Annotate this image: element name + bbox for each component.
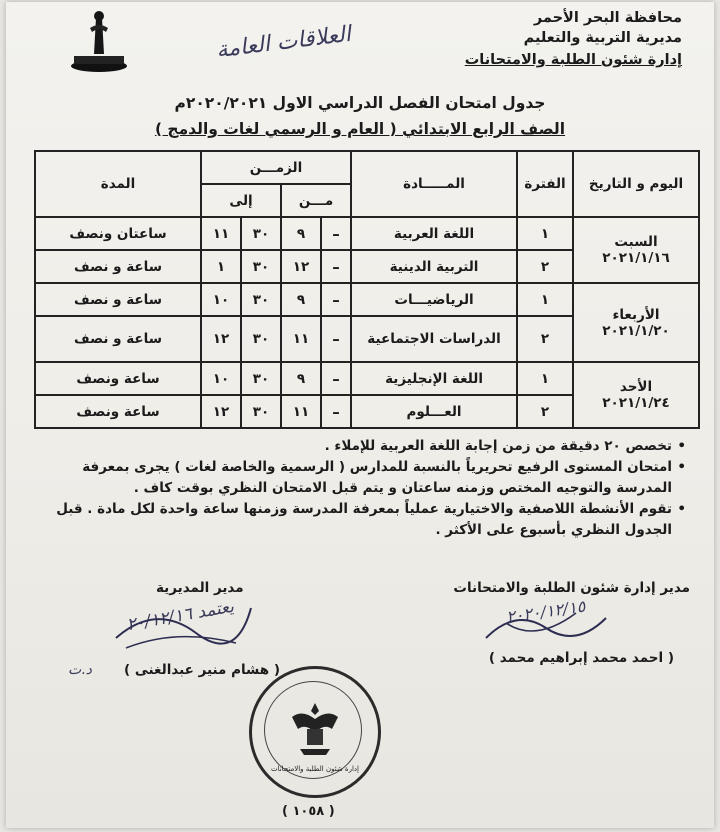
signature-name-right: ( احمد محمد إبراهيم محمد ) [488, 650, 674, 666]
dash-cell: – [321, 250, 351, 283]
dash-cell: – [321, 316, 351, 362]
to-hour-cell: ١٢ [201, 316, 241, 362]
signature-title-left: مدير المديرية [156, 580, 244, 596]
period-cell: ٢ [517, 316, 573, 362]
to-hour-cell: ١١ [201, 217, 241, 250]
exam-schedule-table [34, 150, 700, 429]
period-cell: ١ [517, 283, 573, 316]
day-cell: الأحد ٢٠٢١/١/٢٤ [573, 362, 699, 428]
note-item: • تخصص ٢٠ دقيقة من زمن إجابة اللغة العربية للإملاء . [36, 436, 684, 457]
official-stamp [249, 666, 381, 798]
header-directorate: مديرية التربية والتعليم [523, 30, 682, 46]
notes-list [36, 436, 684, 541]
duration-cell: ساعة و نصف [35, 316, 201, 362]
header-day-date: اليوم و التاريخ [573, 151, 699, 217]
header-department: إدارة شئون الطلبة والامتحانات [464, 52, 682, 68]
header-to: إلى [201, 184, 281, 217]
stamp-text: إدارة شئون الطلبة والامتحانات [271, 765, 359, 773]
header-from: مـــن [281, 184, 351, 217]
period-cell: ١ [517, 362, 573, 395]
signature-scribble-left [106, 598, 256, 658]
from-hour-cell: ١٢ [281, 250, 321, 283]
duration-cell: ساعة و نصف [35, 250, 201, 283]
dash-cell: – [321, 395, 351, 428]
from-hour-cell: ١١ [281, 316, 321, 362]
dash-cell: – [321, 362, 351, 395]
to-hour-cell: ١ [201, 250, 241, 283]
duration-cell: ساعة و نصف [35, 283, 201, 316]
signature-right: ٢٠٢٠/١٢/١٥ [505, 596, 587, 627]
subject-cell: العـــلوم [351, 395, 517, 428]
duration-cell: ساعة ونصف [35, 395, 201, 428]
duration-cell: ساعتان ونصف [35, 217, 201, 250]
to-minute-cell: ٣٠ [241, 217, 281, 250]
header-governorate: محافظة البحر الأحمر [533, 10, 682, 26]
page-number: ( ١٠٥٨ ) [282, 804, 335, 819]
subject-cell: اللغة العربية [351, 217, 517, 250]
subject-cell: الدراسات الاجتماعية [351, 316, 517, 362]
to-minute-cell: ٣٠ [241, 395, 281, 428]
period-cell: ٢ [517, 250, 573, 283]
signature-title-right: مدير إدارة شئون الطلبة والامتحانات [453, 580, 690, 596]
signature-name-left: ( هشام منير عبدالغنى ) [124, 662, 280, 678]
signature-left: يعتمد ٢٠/١٢/١٦ [125, 596, 236, 636]
dash-cell: – [321, 217, 351, 250]
dash-cell: – [321, 283, 351, 316]
to-minute-cell: ٣٠ [241, 283, 281, 316]
eagle-emblem-icon [288, 699, 342, 759]
subject-cell: الرياضيـــات [351, 283, 517, 316]
subject-cell: التربية الدينية [351, 250, 517, 283]
from-hour-cell: ١١ [281, 395, 321, 428]
from-hour-cell: ٩ [281, 362, 321, 395]
to-hour-cell: ١٠ [201, 283, 241, 316]
header-time: الزمـــن [201, 151, 351, 184]
ministry-logo [68, 8, 130, 74]
page-subtitle: الصف الرابع الابتدائي ( العام و الرسمي لغات والدمج ) [154, 120, 566, 138]
table-row [35, 283, 699, 316]
to-hour-cell: ١٢ [201, 395, 241, 428]
to-minute-cell: ٣٠ [241, 316, 281, 362]
note-item: • تقوم الأنشطة اللاصفية والاختيارية عملياً بمعرفة المدرسة وزمنها ساعة واحدة لكل مادة . قبل الجدول النظري بأسبوع على الأكثر . [36, 499, 684, 541]
header-duration: المدة [35, 151, 201, 217]
to-minute-cell: ٣٠ [241, 362, 281, 395]
subject-cell: اللغة الإنجليزية [351, 362, 517, 395]
day-cell: الأربعاء ٢٠٢١/١/٢٠ [573, 283, 699, 362]
duration-cell: ساعة ونصف [35, 362, 201, 395]
table-row [35, 217, 699, 250]
table-row [35, 362, 699, 395]
to-minute-cell: ٣٠ [241, 250, 281, 283]
from-hour-cell: ٩ [281, 217, 321, 250]
document-page [6, 2, 714, 828]
period-cell: ٢ [517, 395, 573, 428]
header-period: الفترة [517, 151, 573, 217]
period-cell: ١ [517, 217, 573, 250]
note-item: • امتحان المستوى الرفيع تحريرياً بالنسبة للمدارس ( الرسمية والخاصة لغات ) يجرى بمعرفة المدرسة والتوجيه المختص وزمنه ساعتان و يتم قبل الامتحان النظري بوقت كاف . [36, 457, 684, 499]
header-subject: المـــــادة [351, 151, 517, 217]
day-cell: السبت ٢٠٢١/١/١٦ [573, 217, 699, 283]
signature-scribble-right [476, 598, 616, 648]
to-hour-cell: ١٠ [201, 362, 241, 395]
signature-mark-left: د.ت [68, 662, 92, 678]
page-title: جدول امتحان الفصل الدراسي الاول ٢٠٢٠/٢٠٢١م [174, 94, 546, 112]
handwritten-note: العلاقات العامة [214, 21, 353, 64]
from-hour-cell: ٩ [281, 283, 321, 316]
